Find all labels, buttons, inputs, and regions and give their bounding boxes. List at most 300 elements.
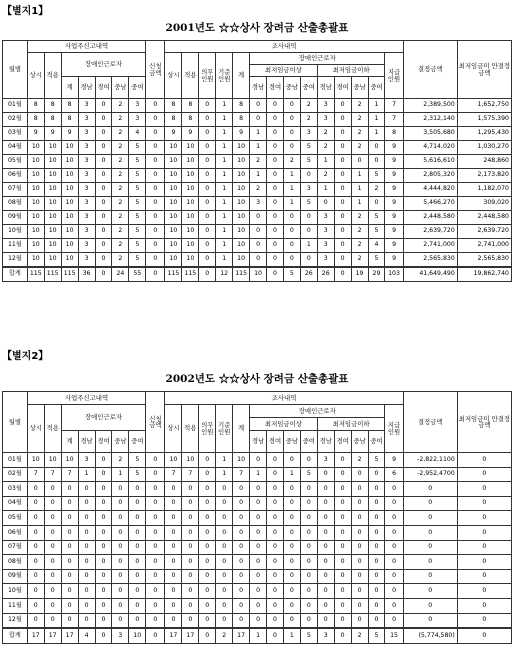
- table-cell: 10: [27, 155, 44, 169]
- table-cell: 3: [317, 99, 334, 113]
- col-sinchung: 신청금액: [146, 392, 165, 453]
- col-uimu: 의무인원: [199, 53, 216, 99]
- table-cell: 0: [334, 253, 351, 268]
- table-cell: 0: [129, 598, 146, 613]
- table-cell: 10: [233, 211, 250, 225]
- table-cell: 0: [27, 525, 44, 540]
- col-a-jungnam: 중남: [283, 431, 300, 453]
- table-cell: 0: [182, 569, 199, 584]
- table-cell: 0: [317, 482, 334, 497]
- table-cell: 0: [267, 584, 284, 599]
- table-cell: 1,575,390: [457, 113, 511, 127]
- table-cell: 0: [95, 540, 112, 555]
- table-cell: 1: [216, 453, 233, 468]
- table-cell: 0: [95, 253, 112, 268]
- table-cell: 10: [165, 239, 182, 253]
- table-cell: 0: [27, 482, 44, 497]
- table-cell: 8: [182, 113, 199, 127]
- col-a-jungyeo: 중여: [300, 431, 317, 453]
- table-cell: 0: [27, 598, 44, 613]
- col-b-gyeongnam: 경남: [317, 77, 334, 99]
- table-cell: 0: [385, 496, 403, 511]
- table-row: [3, 127, 512, 141]
- table-cell: 0: [78, 525, 95, 540]
- col-s-jeok: 적용: [182, 53, 199, 99]
- table-cell: -2,952,4700: [403, 467, 457, 482]
- table-cell: 0: [250, 211, 267, 225]
- table-cell: 0: [334, 584, 351, 599]
- table-cell: 0: [95, 141, 112, 155]
- table-cell: 2,565,830: [403, 253, 457, 268]
- table-cell: 10: [129, 628, 146, 643]
- table-cell: 3: [317, 225, 334, 239]
- table-cell: 1: [112, 467, 129, 482]
- row-month-cell: 02월: [3, 113, 28, 127]
- table-cell: 0: [95, 525, 112, 540]
- table-cell: 0: [233, 525, 250, 540]
- table-cell: 8: [182, 99, 199, 113]
- table-cell: 2: [112, 197, 129, 211]
- table-cell: 10: [182, 253, 199, 268]
- table-cell: 115: [27, 267, 44, 282]
- table-cell: 10: [61, 211, 78, 225]
- col-minbelow: 최저임금이하: [317, 65, 385, 77]
- table-cell: 0: [78, 555, 95, 570]
- table-cell: 41,649,490: [403, 267, 457, 282]
- table-cell: 0: [334, 525, 351, 540]
- table-cell: 9: [165, 127, 182, 141]
- table-cell: 0: [112, 555, 129, 570]
- table-cell: 5: [300, 628, 317, 643]
- table-cell: 0: [385, 598, 403, 613]
- table-cell: 9: [385, 453, 403, 468]
- appendix-2-label: 【별지2】: [2, 351, 49, 362]
- col-a-gyeongyeo: 경여: [267, 431, 284, 453]
- table-cell: 0: [351, 482, 368, 497]
- col-sang: 상시: [27, 53, 44, 99]
- table-cell: 8: [233, 99, 250, 113]
- table-cell: 0: [182, 496, 199, 511]
- table-cell: 0: [300, 555, 317, 570]
- table-2: [2, 391, 512, 644]
- table-row: [3, 569, 512, 584]
- table-cell: 0: [403, 540, 457, 555]
- table-cell: 0: [112, 511, 129, 526]
- col-jigeup: 지급인원: [385, 53, 403, 99]
- table-cell: 10: [233, 239, 250, 253]
- table-cell: 0: [95, 482, 112, 497]
- table-row: [3, 211, 512, 225]
- table-cell: 0: [146, 613, 165, 628]
- table-cell: 5: [129, 453, 146, 468]
- table-cell: 2: [351, 127, 368, 141]
- table-cell: 5: [283, 267, 300, 282]
- table-cell: 0: [146, 482, 165, 497]
- table-cell: 1: [368, 99, 385, 113]
- table-cell: 1: [216, 169, 233, 183]
- table-cell: 0: [457, 453, 511, 468]
- table-cell: 0: [385, 482, 403, 497]
- table-cell: -2,822,1100: [403, 453, 457, 468]
- table-cell: 2: [112, 453, 129, 468]
- col-uimu: 의무인원: [199, 405, 216, 453]
- table-cell: 0: [267, 141, 284, 155]
- table-cell: 1,030,270: [457, 141, 511, 155]
- table-cell: 0: [112, 584, 129, 599]
- table-cell: 0: [351, 496, 368, 511]
- table-cell: 3: [129, 99, 146, 113]
- table-cell: 0: [78, 482, 95, 497]
- table-cell: 0: [267, 169, 284, 183]
- table-cell: 10: [165, 453, 182, 468]
- table-cell: 0: [334, 211, 351, 225]
- table-cell: 2,741,000: [403, 239, 457, 253]
- table-cell: 17: [61, 628, 78, 643]
- table-cell: 0: [300, 613, 317, 628]
- table-cell: 0: [95, 267, 112, 282]
- table-cell: 0: [61, 555, 78, 570]
- row-month-cell: 05월: [3, 155, 28, 169]
- table-cell: 2: [112, 225, 129, 239]
- table-cell: 5: [129, 197, 146, 211]
- table-cell: 4: [368, 239, 385, 253]
- table-cell: 2,805,320: [403, 169, 457, 183]
- table-cell: 0: [250, 225, 267, 239]
- table-cell: 0: [95, 225, 112, 239]
- table-cell: 0: [250, 113, 267, 127]
- table-cell: 0: [233, 482, 250, 497]
- table-cell: 2,448,580: [457, 211, 511, 225]
- table-cell: 26: [300, 267, 317, 282]
- table-cell: 0: [250, 569, 267, 584]
- table-cell: 2: [317, 141, 334, 155]
- table-cell: 0: [283, 99, 300, 113]
- table-row: [3, 253, 512, 268]
- table-cell: 0: [283, 253, 300, 268]
- table-cell: 0: [199, 598, 216, 613]
- table-cell: 0: [199, 496, 216, 511]
- table-cell: 0: [146, 169, 165, 183]
- table-cell: 0: [61, 511, 78, 526]
- table-cell: 1: [300, 239, 317, 253]
- table-cell: 0: [368, 155, 385, 169]
- table-cell: 0: [78, 613, 95, 628]
- table-cell: 10: [61, 239, 78, 253]
- col-dis: 장애인근로자: [61, 53, 146, 77]
- table-cell: 0: [129, 496, 146, 511]
- row-month-cell: 합계: [3, 267, 28, 282]
- table-cell: 0: [199, 525, 216, 540]
- table-cell: 0: [300, 511, 317, 526]
- col-gyeongyeo: 경여: [95, 431, 112, 453]
- table-cell: 0: [44, 496, 61, 511]
- col-minbelow: 최저임금이하: [317, 418, 385, 431]
- table-cell: 0: [385, 569, 403, 584]
- table-cell: 0: [165, 584, 182, 599]
- table-cell: 0: [27, 511, 44, 526]
- col-jungyeo: 중여: [129, 431, 146, 453]
- table-cell: 0: [216, 555, 233, 570]
- table-cell: 0: [334, 511, 351, 526]
- table-row: [3, 584, 512, 599]
- col-sinchung: 신청금액: [146, 41, 165, 99]
- table-cell: 0: [283, 496, 300, 511]
- table-cell: 0: [334, 197, 351, 211]
- table-cell: 0: [146, 598, 165, 613]
- table-cell: 0: [267, 598, 284, 613]
- col-minabove: 최저임금이상: [250, 418, 318, 431]
- table-cell: 0: [283, 239, 300, 253]
- col-jeok: 적용: [44, 405, 61, 453]
- table-cell: 9: [385, 183, 403, 197]
- table-cell: 0: [317, 555, 334, 570]
- table-cell: 0: [216, 511, 233, 526]
- table-cell: 2: [112, 127, 129, 141]
- table-cell: 0: [403, 496, 457, 511]
- table-cell: 2: [368, 183, 385, 197]
- table-cell: 9: [385, 169, 403, 183]
- table-cell: 0: [457, 482, 511, 497]
- table-cell: 0: [95, 511, 112, 526]
- table-cell: 2: [351, 628, 368, 643]
- table-cell: 0: [317, 496, 334, 511]
- table-cell: 1: [216, 113, 233, 127]
- table-cell: 0: [146, 155, 165, 169]
- table-cell: 0: [146, 113, 165, 127]
- table-cell: 0: [95, 467, 112, 482]
- table-cell: 0: [146, 211, 165, 225]
- table-row: [3, 155, 512, 169]
- table-cell: 10: [165, 183, 182, 197]
- table-cell: 0: [95, 598, 112, 613]
- table-cell: 115: [165, 267, 182, 282]
- table-row: [3, 239, 512, 253]
- table-cell: 2: [112, 141, 129, 155]
- table-cell: 0: [368, 482, 385, 497]
- table-cell: 0: [112, 482, 129, 497]
- table-cell: 0: [334, 496, 351, 511]
- table-cell: 10: [44, 225, 61, 239]
- table-cell: 0: [351, 511, 368, 526]
- table-cell: 115: [182, 267, 199, 282]
- table-cell: 0: [283, 555, 300, 570]
- table-cell: 10: [27, 453, 44, 468]
- table-cell: 103: [385, 267, 403, 282]
- col-survey: 조사내역: [165, 41, 403, 53]
- table-cell: 115: [233, 267, 250, 282]
- table-cell: 0: [146, 496, 165, 511]
- table-cell: 0: [95, 628, 112, 643]
- col-gijun: 기준인원: [216, 405, 233, 453]
- table-cell: 1: [78, 467, 95, 482]
- table-cell: 0: [129, 584, 146, 599]
- table-cell: 10: [27, 253, 44, 268]
- col-s-gye: 계: [233, 405, 250, 453]
- table-cell: 0: [334, 267, 351, 282]
- table-cell: 0: [199, 169, 216, 183]
- table-cell: 0: [267, 211, 284, 225]
- table-cell: 0: [368, 569, 385, 584]
- table-cell: 0: [317, 525, 334, 540]
- table-cell: 0: [267, 127, 284, 141]
- table-row: [3, 511, 512, 526]
- total-row: [3, 267, 512, 282]
- table-cell: 0: [385, 525, 403, 540]
- table-cell: 0: [199, 628, 216, 643]
- table-cell: 10: [44, 453, 61, 468]
- row-month-cell: 04월: [3, 141, 28, 155]
- col-report: 사업주신고내역: [27, 392, 145, 405]
- table-cell: 0: [351, 613, 368, 628]
- table-cell: 19: [351, 267, 368, 282]
- table-cell: 0: [300, 482, 317, 497]
- table-cell: 1: [250, 169, 267, 183]
- table-cell: 0: [317, 598, 334, 613]
- table-cell: 10: [27, 183, 44, 197]
- table-cell: 0: [199, 511, 216, 526]
- table-cell: 0: [267, 482, 284, 497]
- table-row: [3, 183, 512, 197]
- row-month-cell: 12월: [3, 613, 28, 628]
- table-cell: 0: [165, 555, 182, 570]
- table-cell: 0: [385, 540, 403, 555]
- table-cell: 0: [95, 155, 112, 169]
- table-cell: 0: [368, 496, 385, 511]
- col-s-jeok: 적용: [182, 405, 199, 453]
- table-cell: 0: [457, 598, 511, 613]
- table-cell: 3: [317, 453, 334, 468]
- row-month-cell: 10월: [3, 225, 28, 239]
- table-cell: 4,444,820: [403, 183, 457, 197]
- table-cell: 0: [317, 569, 334, 584]
- table-cell: 0: [27, 496, 44, 511]
- table-cell: 10: [27, 239, 44, 253]
- col-sang: 상시: [27, 405, 44, 453]
- table-cell: 0: [78, 540, 95, 555]
- table-cell: 0: [403, 613, 457, 628]
- table-cell: 8: [61, 113, 78, 127]
- table-cell: 10: [61, 253, 78, 268]
- table-cell: 1: [216, 467, 233, 482]
- table-cell: 10: [233, 183, 250, 197]
- table-cell: 0: [334, 540, 351, 555]
- table-cell: 1: [283, 467, 300, 482]
- total-row: [3, 628, 512, 643]
- table-cell: 0: [129, 569, 146, 584]
- table-cell: 0: [182, 598, 199, 613]
- table-cell: 2: [112, 239, 129, 253]
- table-cell: 10: [44, 211, 61, 225]
- table-cell: 0: [334, 127, 351, 141]
- table-cell: 0: [317, 511, 334, 526]
- table-cell: 3: [78, 197, 95, 211]
- table-cell: 0: [334, 155, 351, 169]
- table-cell: 0: [267, 267, 284, 282]
- table-cell: 0: [27, 555, 44, 570]
- col-b-jungnam: 중남: [351, 431, 368, 453]
- table-cell: 4: [129, 127, 146, 141]
- table-cell: 3: [78, 141, 95, 155]
- table-cell: 0: [403, 584, 457, 599]
- table-cell: 0: [300, 496, 317, 511]
- table-cell: 8: [44, 113, 61, 127]
- table-cell: 5: [368, 211, 385, 225]
- table-cell: 0: [385, 613, 403, 628]
- table-cell: 0: [61, 540, 78, 555]
- table-cell: 3: [317, 211, 334, 225]
- table-cell: 10: [44, 141, 61, 155]
- col-a-gyeongnam: 경남: [250, 431, 267, 453]
- table-cell: 0: [129, 555, 146, 570]
- table-cell: 3,505,680: [403, 127, 457, 141]
- table-cell: 1: [250, 127, 267, 141]
- table-cell: 0: [250, 453, 267, 468]
- table-cell: 0: [250, 613, 267, 628]
- row-month-cell: 03월: [3, 127, 28, 141]
- table-cell: 0: [368, 141, 385, 155]
- table-cell: 0: [267, 225, 284, 239]
- table-cell: 3: [78, 239, 95, 253]
- table-cell: 5: [368, 628, 385, 643]
- table-cell: 0: [44, 584, 61, 599]
- table-cell: 0: [146, 467, 165, 482]
- table-cell: 10: [182, 169, 199, 183]
- table-cell: 0: [112, 525, 129, 540]
- table-cell: 5: [368, 253, 385, 268]
- col-a-jungyeo: 중여: [300, 77, 317, 99]
- table-cell: 0: [457, 467, 511, 482]
- table-cell: 0: [216, 482, 233, 497]
- table-cell: 0: [403, 511, 457, 526]
- table-cell: 0: [233, 613, 250, 628]
- table-1-title: 2001년도 ☆☆상사 장려금 산출총괄표: [165, 22, 349, 34]
- table-cell: 0: [334, 141, 351, 155]
- table-cell: 5: [368, 453, 385, 468]
- table-cell: 7: [165, 467, 182, 482]
- table-cell: 0: [95, 453, 112, 468]
- table-cell: 10: [233, 453, 250, 468]
- table-cell: 15: [385, 628, 403, 643]
- table-cell: 17: [165, 628, 182, 643]
- table-cell: 10: [165, 155, 182, 169]
- row-month-cell: 02월: [3, 467, 28, 482]
- table-cell: 2: [112, 169, 129, 183]
- table-cell: 0: [27, 613, 44, 628]
- row-month-cell: 08월: [3, 197, 28, 211]
- table-cell: 5: [300, 197, 317, 211]
- table-cell: 0: [95, 613, 112, 628]
- table-cell: 0: [165, 569, 182, 584]
- table-cell: 9: [182, 127, 199, 141]
- table-cell: 0: [300, 598, 317, 613]
- table-cell: 10: [182, 155, 199, 169]
- table-cell: 2,565,830: [457, 253, 511, 268]
- table-cell: 0: [146, 525, 165, 540]
- table-cell: 0: [165, 525, 182, 540]
- table-cell: 0: [199, 482, 216, 497]
- table-cell: 3: [317, 253, 334, 268]
- table-cell: 3: [317, 628, 334, 643]
- table-cell: 0: [368, 613, 385, 628]
- table-cell: 7: [385, 113, 403, 127]
- table-cell: 1: [283, 183, 300, 197]
- table-cell: 5,616,610: [403, 155, 457, 169]
- table-cell: 10: [233, 253, 250, 268]
- table-cell: 0: [368, 197, 385, 211]
- table-cell: (5,774,580): [403, 628, 457, 643]
- table-cell: 0: [44, 613, 61, 628]
- table-1: [2, 40, 512, 282]
